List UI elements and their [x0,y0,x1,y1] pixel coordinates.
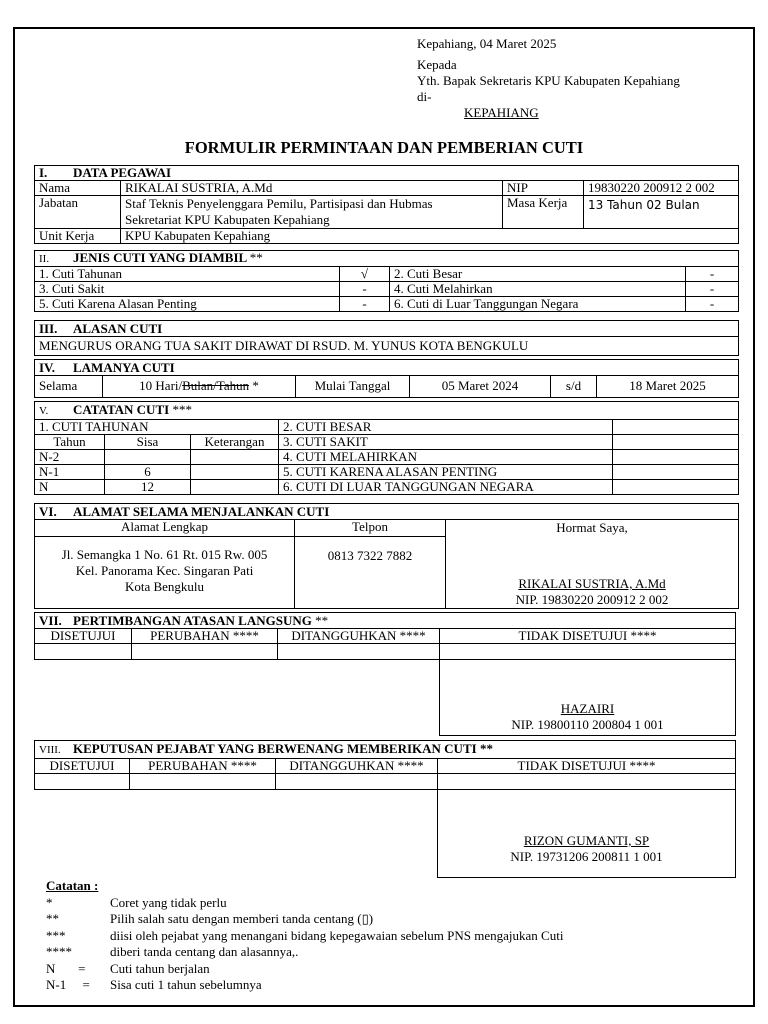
note-item [46,928,746,945]
notes-title: Catatan : [46,878,99,893]
col-tahun: Tahun [35,435,105,450]
note-key: **** [46,944,72,959]
section-mark: ** [479,741,493,756]
tidak-disetujui-cell [438,774,736,790]
col-ditangguhkan: DITANGGUHKAN **** [278,629,440,644]
mulai-tanggal-value: 05 Maret 2024 [410,376,551,398]
section-catatan-cuti [34,401,739,495]
jabatan-line-2: Sekretariat KPU Kabupaten Kepahiang [125,212,330,227]
jenis-cuti-1-check: √ [340,267,390,282]
section-jenis-cuti [34,250,739,312]
col-telpon: Telpon [295,520,446,537]
section-number: III. [39,321,58,336]
section-atasan-langsung [34,612,736,736]
selama-strikethrough: Bulan/Tahun [182,378,250,393]
tahun-n: N [35,480,105,495]
cuti-sakit-label: 3. CUTI SAKIT [279,435,613,450]
selama-value [103,376,296,398]
masa-kerja-value: 13 Tahun 02 Bulan [584,196,739,229]
col-sisa: Sisa [105,435,191,450]
section-number: II. [39,253,50,265]
signer-name: RIKALAI SUSTRIA, A.Md [518,576,666,591]
tahun-n1: N-1 [35,465,105,480]
tidak-disetujui-cell [440,644,736,660]
col-disetujui: DISETUJUI [35,629,132,644]
cuti-alasan-penting-value [613,465,739,480]
perubahan-cell [132,644,278,660]
section-number: VI. [39,504,57,519]
place-date: Kepahiang, 04 Maret 2025 [417,36,557,51]
city: KEPAHIANG [464,105,539,120]
ket-n [191,480,279,495]
pejabat-name: RIZON GUMANTI, SP [523,833,650,848]
perubahan-cell [130,774,276,790]
section-number: V. [39,405,49,417]
pejabat-nip: NIP. 19731206 200811 1 001 [510,849,663,864]
note-item [46,977,746,994]
note-item [46,895,746,912]
tahun-n2: N-2 [35,450,105,465]
section-number: VII. [39,613,62,628]
section-data-pegawai [34,165,739,244]
disetujui-cell [35,644,132,660]
signer-nip: NIP. 19830220 200912 2 002 [515,592,669,607]
section-mark: ** [249,250,263,265]
section-number: I. [39,165,48,180]
cuti-sakit-value [613,435,739,450]
jabatan-line-1: Staf Teknis Penyelenggara Pemilu, Partisipasi dan Hubmas [125,196,433,211]
jenis-cuti-6-check: - [686,297,739,312]
jenis-cuti-4-check: - [686,282,739,297]
to-label: Kepada [417,57,457,72]
jenis-cuti-4: 4. Cuti Melahirkan [390,282,686,297]
note-key: *** [46,927,66,943]
section-alamat [34,503,739,609]
signature-pemohon [446,520,739,609]
unit-kerja-value: KPU Kabupaten Kepahiang [121,229,739,244]
cuti-alasan-penting-label: 5. CUTI KARENA ALASAN PENTING [279,465,613,480]
section-title: DATA PEGAWAI [73,165,172,180]
section-number: VIII. [39,744,61,756]
selama-hari: 10 Hari/ [139,378,183,393]
signature-pejabat [438,790,736,878]
note-key: N-1 = [46,977,90,992]
section-mark: ** [315,613,329,628]
ditangguhkan-cell [276,774,438,790]
col-keterangan: Keterangan [191,435,279,450]
jenis-cuti-1: 1. Cuti Tahunan [35,267,340,282]
jenis-cuti-6: 6. Cuti di Luar Tanggungan Negara [390,297,686,312]
recipient: Yth. Bapak Sekretaris KPU Kabupaten Kepahiang [417,73,680,88]
catatan-notes [46,878,746,994]
cuti-melahirkan-label: 4. CUTI MELAHIRKAN [279,450,613,465]
note-key: * [46,894,53,910]
note-item [46,961,746,978]
section-pejabat-berwenang [34,740,736,878]
note-item [46,911,746,928]
unit-kerja-label: Unit Kerja [35,229,121,244]
jenis-cuti-2-check: - [686,267,739,282]
nip-value: 19830220 200912 2 002 [584,181,739,196]
jenis-cuti-3: 3. Cuti Sakit [35,282,340,297]
jenis-cuti-2: 2. Cuti Besar [390,267,686,282]
letter-header [417,36,747,121]
section-number: IV. [39,360,56,375]
section-title: LAMANYA CUTI [73,360,175,375]
note-key: ** [46,911,59,926]
alamat-line-2: Kel. Panorama Kec. Singaran Pati [75,563,254,578]
section-title: JENIS CUTI YANG DIAMBIL [73,250,247,265]
cuti-luar-tanggungan-value [613,480,739,495]
form-title: FORMULIR PERMINTAAN DAN PEMBERIAN CUTI [184,138,584,157]
note-key: N = [46,960,86,976]
ket-n2 [191,450,279,465]
cuti-tahunan-label: 1. CUTI TAHUNAN [35,420,279,435]
di-label: di- [417,89,432,104]
col-ditangguhkan: DITANGGUHKAN **** [276,759,438,774]
sd-label: s/d [551,376,597,398]
atasan-name: HAZAIRI [560,701,615,716]
telpon-value: 0813 7322 7882 [295,537,446,609]
ket-n1 [191,465,279,480]
alasan-cuti-text: MENGURUS ORANG TUA SAKIT DIRAWAT DI RSUD. M. YUNUS KOTA BENGKULU [35,337,739,356]
section-lamanya-cuti [34,359,739,398]
masa-kerja-label: Masa Kerja [503,196,584,229]
nama-value: RIKALAI SUSTRIA, A.Md [121,181,503,196]
section-title: CATATAN CUTI [73,402,170,417]
sampai-tanggal-value: 18 Maret 2025 [597,376,739,398]
jenis-cuti-5: 5. Cuti Karena Alasan Penting [35,297,340,312]
jenis-cuti-5-check: - [340,297,390,312]
col-tidak-disetujui: TIDAK DISETUJUI **** [438,759,736,774]
sisa-n1: 6 [105,465,191,480]
note-text: Pilih salah satu dengan memberi tanda centang (▯) [110,911,374,926]
mulai-tanggal-label: Mulai Tanggal [296,376,410,398]
hormat-saya: Hormat Saya, [556,520,628,535]
note-text: diisi oleh pejabat yang menangani bidang kepegawaian sebelum PNS mengajukan Cuti [110,927,564,943]
note-text: Cuti tahun berjalan [110,960,210,976]
nama-label: Nama [35,181,121,196]
section-title: PERTIMBANGAN ATASAN LANGSUNG [73,613,312,628]
section-title: ALAMAT SELAMA MENJALANKAN CUTI [73,504,330,519]
nip-label: NIP [503,181,584,196]
col-disetujui: DISETUJUI [35,759,130,774]
atasan-nip: NIP. 19800110 200804 1 001 [511,717,664,732]
jabatan-label: Jabatan [35,196,121,229]
selama-mark: * [249,378,259,393]
cuti-besar-value [613,420,739,435]
section-alasan-cuti [34,320,739,356]
sisa-n: 12 [105,480,191,495]
section-title: KEPUTUSAN PEJABAT YANG BERWENANG MEMBERIKAN CUTI [73,741,477,756]
note-text: Coret yang tidak perlu [110,894,227,910]
section-title: ALASAN CUTI [73,321,163,336]
col-alamat: Alamat Lengkap [35,520,295,537]
col-perubahan: PERUBAHAN **** [132,629,278,644]
col-perubahan: PERUBAHAN **** [130,759,276,774]
sisa-n2 [105,450,191,465]
alamat-line-3: Kota Bengkulu [124,579,205,594]
ditangguhkan-cell [278,644,440,660]
selama-label: Selama [35,376,103,398]
note-text: Sisa cuti 1 tahun sebelumnya [110,977,262,992]
alamat-line-1: Jl. Semangka 1 No. 61 Rt. 015 Rw. 005 [61,547,268,562]
alamat-value [35,537,295,609]
cuti-melahirkan-value [613,450,739,465]
note-text: diberi tanda centang dan alasannya,. [110,944,299,959]
signature-atasan [440,660,736,736]
section-mark: *** [172,402,192,417]
note-item [46,944,746,961]
disetujui-cell [35,774,130,790]
cuti-besar-label: 2. CUTI BESAR [279,420,613,435]
col-tidak-disetujui: TIDAK DISETUJUI **** [440,629,736,644]
jenis-cuti-3-check: - [340,282,390,297]
cuti-luar-tanggungan-label: 6. CUTI DI LUAR TANGGUNGAN NEGARA [279,480,613,495]
